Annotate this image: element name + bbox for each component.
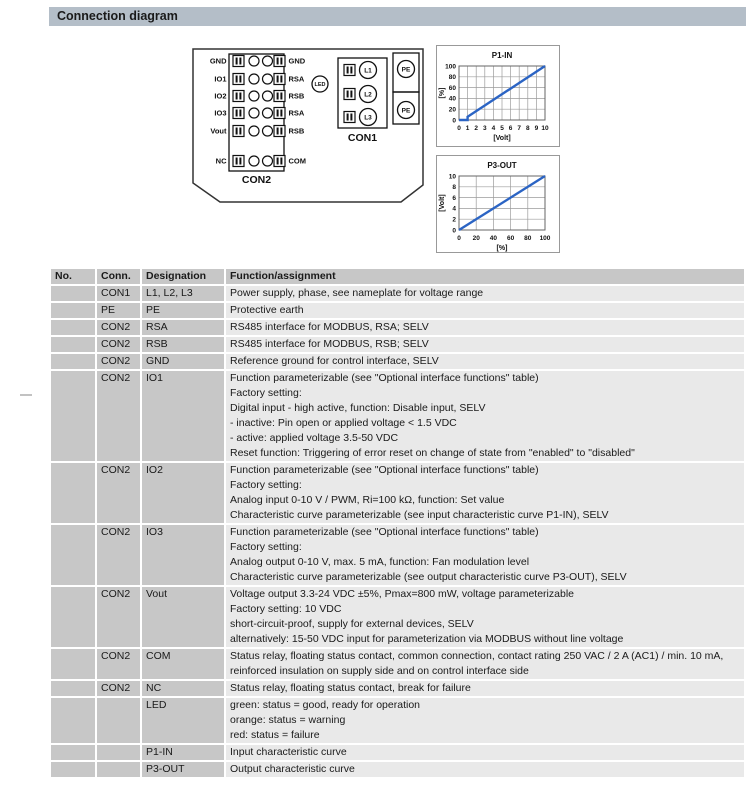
cell-designation: COM [142, 649, 224, 679]
cell-conn: CON2 [97, 354, 140, 369]
cell-designation: PE [142, 303, 224, 318]
function-line: Function parameterizable (see "Optional interface functions" table) [230, 464, 539, 476]
function-line: Input characteristic curve [230, 746, 347, 758]
y-tick-label: 100 [445, 63, 456, 71]
wiring-diagram-svg [190, 44, 428, 208]
function-line: Voltage output 3.3-24 VDC ±5%, Pmax=800 mW, voltage parameterizable [230, 588, 574, 600]
table-row [51, 762, 744, 777]
section-header [49, 7, 746, 26]
function-line: Function parameterizable (see "Optional interface functions" table) [230, 526, 539, 538]
function-line: Factory setting: [230, 541, 302, 553]
function-line: Output characteristic curve [230, 763, 355, 775]
con2-right-label: COM [288, 156, 306, 166]
function-line: green: status = good, ready for operation [230, 699, 420, 711]
cell-function [226, 320, 744, 335]
y-tick-label: 4 [452, 205, 456, 213]
y-tick-label: 6 [452, 194, 456, 202]
cell-no [51, 681, 95, 696]
table-body [51, 286, 744, 777]
table-row [51, 303, 744, 318]
x-tick-label: 0 [457, 235, 461, 242]
x-tick-label: 100 [539, 235, 551, 242]
cell-function [226, 303, 744, 318]
chart-title: P3-OUT [487, 161, 517, 170]
table-row [51, 745, 744, 760]
pe-label: PE [401, 107, 411, 115]
x-axis-label: [Volt] [493, 135, 511, 142]
cell-function [226, 681, 744, 696]
x-tick-label: 5 [500, 125, 504, 132]
function-line: Function parameterizable (see "Optional interface functions" table) [230, 372, 539, 384]
con2-right-label: RSA [288, 74, 305, 84]
col-header-function: Function/assignment [226, 269, 744, 284]
function-line: Factory setting: [230, 387, 302, 399]
cell-no [51, 525, 95, 585]
cell-conn [97, 698, 140, 743]
function-line: orange: status = warning [230, 714, 346, 726]
x-tick-label: 6 [508, 125, 513, 132]
cell-conn: PE [97, 303, 140, 318]
x-tick-label: 80 [524, 235, 532, 242]
function-line: Digital input - high active, function: Disable input, SELV [230, 402, 486, 414]
x-tick-label: 4 [491, 125, 496, 132]
con2-left-label: IO3 [214, 108, 227, 118]
y-tick-label: 60 [448, 84, 456, 92]
cell-function [226, 587, 744, 647]
cell-conn [97, 745, 140, 760]
function-line: Reset function: Triggering of error reset on change of state from "enabled" to "disabled" [230, 447, 635, 459]
y-axis-label: [%] [439, 87, 446, 99]
led-indicator [312, 76, 328, 92]
cell-conn: CON2 [97, 525, 140, 585]
section-title: Connection diagram [57, 9, 178, 23]
table-row [51, 354, 744, 369]
cell-function [226, 745, 744, 760]
function-line: Factory setting: 10 VDC [230, 603, 342, 615]
function-line: Status relay, floating status contact, common connection, contact rating 250 VAC / 2 A (AC1) / min. 10 mA, reinforced insulation on supply side and on control interface side [230, 650, 724, 677]
y-tick-label: 20 [448, 106, 456, 114]
cell-no [51, 762, 95, 777]
cell-designation: P3-OUT [142, 762, 224, 777]
cell-conn: CON2 [97, 337, 140, 352]
table-row [51, 286, 744, 301]
cell-designation: NC [142, 681, 224, 696]
cell-function [226, 463, 744, 523]
chart-p3-out-svg [437, 156, 559, 252]
function-line: Characteristic curve parameterizable (see output characteristic curve P3-OUT), SELV [230, 571, 627, 583]
x-tick-label: 0 [457, 125, 461, 132]
con2-caption: CON2 [241, 174, 272, 186]
table-row [51, 371, 744, 461]
y-tick-label: 0 [452, 117, 456, 125]
page-fold-marker [20, 394, 32, 396]
cell-conn: CON2 [97, 681, 140, 696]
y-axis-label: [Volt] [439, 194, 446, 212]
con1-terminal-label: L1 [364, 67, 372, 75]
con2-right-label: RSB [288, 126, 305, 136]
x-tick-label: 40 [489, 235, 498, 242]
con2-left-label: IO2 [214, 91, 227, 101]
cell-no [51, 698, 95, 743]
cell-function [226, 354, 744, 369]
table-row [51, 337, 744, 352]
col-header-designation: Designation [142, 269, 224, 284]
col-header-no: No. [51, 269, 95, 284]
function-line: Power supply, phase, see nameplate for voltage range [230, 287, 484, 299]
led-label: LED [314, 82, 326, 89]
cell-designation: P1-IN [142, 745, 224, 760]
function-line: red: status = failure [230, 729, 320, 741]
connection-table [49, 267, 746, 779]
chart-p3-out [436, 155, 560, 253]
cell-no [51, 286, 95, 301]
cell-no [51, 649, 95, 679]
x-tick-label: 3 [482, 125, 487, 132]
table-row [51, 463, 744, 523]
con2-left-label: GND [209, 56, 227, 66]
cell-function [226, 649, 744, 679]
cell-conn: CON1 [97, 286, 140, 301]
x-tick-label: 1 [465, 125, 470, 132]
y-tick-label: 8 [452, 184, 456, 192]
x-tick-label: 10 [541, 125, 549, 132]
cell-designation: RSB [142, 337, 224, 352]
cell-function [226, 698, 744, 743]
con2-right-label: GND [288, 56, 306, 66]
cell-conn: CON2 [97, 649, 140, 679]
cell-no [51, 745, 95, 760]
table-header-row [51, 269, 744, 284]
cell-designation: IO2 [142, 463, 224, 523]
cell-function [226, 525, 744, 585]
cell-designation: LED [142, 698, 224, 743]
con1-terminal-label: L2 [364, 91, 372, 99]
cell-no [51, 303, 95, 318]
function-line: Status relay, floating status contact, break for failure [230, 682, 471, 694]
function-line: RS485 interface for MODBUS, RSA; SELV [230, 321, 429, 333]
cell-function [226, 371, 744, 461]
x-tick-label: 9 [534, 125, 539, 132]
cell-no [51, 354, 95, 369]
cell-no [51, 587, 95, 647]
con2-left-label: Vout [210, 126, 227, 136]
con2-right-label: RSA [288, 108, 305, 118]
cell-designation: IO1 [142, 371, 224, 461]
con2-left-label: NC [215, 156, 227, 166]
cell-no [51, 371, 95, 461]
y-tick-label: 10 [448, 173, 456, 181]
function-line: Analog input 0-10 V / PWM, Ri=100 kΩ, function: Set value [230, 494, 505, 506]
table-row [51, 649, 744, 679]
table-row [51, 681, 744, 696]
function-line: alternatively: 15-50 VDC input for parameterization via MODBUS without line voltage [230, 633, 624, 645]
function-line: Factory setting: [230, 479, 302, 491]
col-header-conn: Conn. [97, 269, 140, 284]
table-row [51, 587, 744, 647]
function-line: Analog output 0-10 V, max. 5 mA, function: Fan modulation level [230, 556, 530, 568]
table-row [51, 698, 744, 743]
con1-caption: CON1 [347, 132, 378, 144]
connection-diagram [190, 44, 428, 208]
chart-title: P1-IN [491, 51, 513, 60]
curve-line [459, 176, 545, 230]
cell-designation: RSA [142, 320, 224, 335]
function-line: Reference ground for control interface, SELV [230, 355, 439, 367]
x-tick-label: 8 [525, 125, 530, 132]
function-line: RS485 interface for MODBUS, RSB; SELV [230, 338, 429, 350]
device-enclosure-outline [193, 49, 423, 202]
cell-no [51, 320, 95, 335]
function-line: Protective earth [230, 304, 304, 316]
function-line: - inactive: Pin open or applied voltage < 1.5 VDC [230, 417, 457, 429]
con1-terminal-label: L3 [364, 114, 372, 122]
table-row [51, 320, 744, 335]
cell-function [226, 762, 744, 777]
pe-label: PE [401, 66, 411, 74]
cell-conn [97, 762, 140, 777]
cell-function [226, 286, 744, 301]
cell-designation: GND [142, 354, 224, 369]
cell-conn: CON2 [97, 463, 140, 523]
x-tick-label: 2 [474, 125, 479, 132]
x-tick-label: 7 [517, 125, 522, 132]
cell-no [51, 463, 95, 523]
cell-designation: L1, L2, L3 [142, 286, 224, 301]
function-line: short-circuit-proof, supply for external devices, SELV [230, 618, 474, 630]
cell-conn: CON2 [97, 587, 140, 647]
y-tick-label: 0 [452, 227, 456, 235]
cell-conn: CON2 [97, 320, 140, 335]
table-row [51, 525, 744, 585]
y-tick-label: 2 [452, 216, 456, 224]
y-tick-label: 80 [448, 74, 456, 82]
y-tick-label: 40 [448, 95, 456, 103]
cell-no [51, 337, 95, 352]
cell-designation: IO3 [142, 525, 224, 585]
cell-conn: CON2 [97, 371, 140, 461]
function-line: Characteristic curve parameterizable (see input characteristic curve P1-IN), SELV [230, 509, 609, 521]
chart-p1-in [436, 45, 560, 147]
con2-left-label: IO1 [214, 74, 227, 84]
con2-right-label: RSB [288, 91, 305, 101]
x-axis-label: [%] [496, 245, 508, 252]
chart-p1-in-svg [437, 46, 559, 146]
x-tick-label: 60 [506, 235, 515, 242]
cell-function [226, 337, 744, 352]
x-tick-label: 20 [472, 235, 480, 242]
cell-designation: Vout [142, 587, 224, 647]
function-line: - active: applied voltage 3.5-50 VDC [230, 432, 399, 444]
